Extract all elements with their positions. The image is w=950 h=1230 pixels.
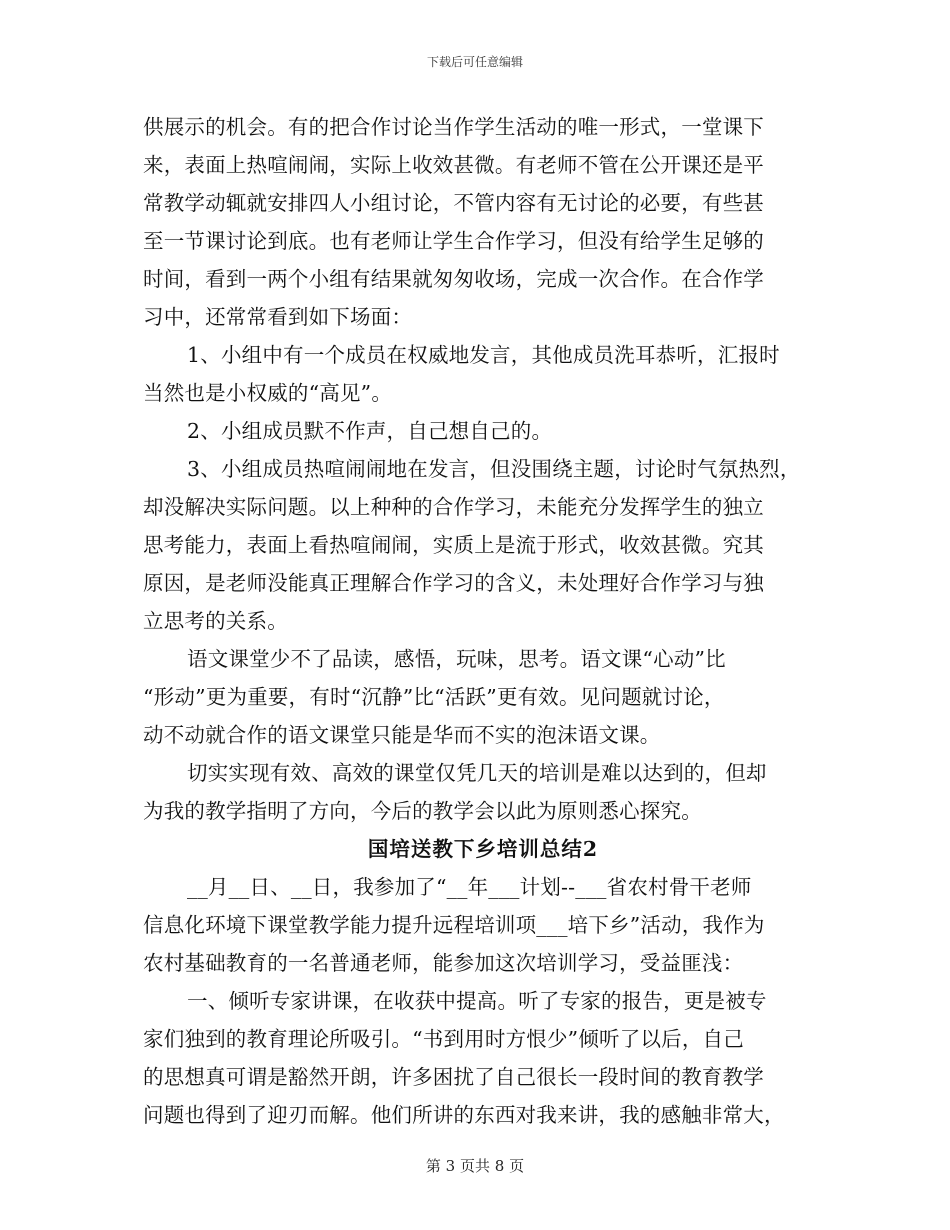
text-line: 的思想真可谓是豁然开朗，许多困扰了自己很长一段时间的教育教学 [143, 1065, 764, 1089]
text-line: 一、倾听专家讲课，在收获中提高。听了专家的报告，更是被专 [187, 989, 767, 1013]
text-line: 2、小组成员默不作声，自己想自己的。 [187, 419, 553, 443]
page-number: 第 3 页共 8 页 [425, 1157, 525, 1175]
text-line: 思考能力，表面上看热喧闹闹，实质上是流于形式，收效甚微。究其 [143, 533, 764, 557]
text-line: 1、小组中有一个成员在权威地发言，其他成员洗耳恭听，汇报时 [187, 343, 780, 367]
text-line: 时间，看到一两个小组有结果就匆匆收场，完成一次合作。在合作学 [143, 267, 764, 291]
text-line: 却没解决实际问题。以上种种的合作学习，未能充分发挥学生的独立 [143, 495, 764, 519]
text-line: 至一节课讨论到底。也有老师让学生合作学习，但没有给学生足够的 [143, 229, 764, 253]
text-line: 语文课堂少不了品读，感悟，玩味，思考。语文课“心动”比 [187, 647, 726, 671]
document-body [143, 108, 823, 1134]
text-line: 动不动就合作的语文课堂只能是华而不实的泡沫语文课。 [143, 723, 661, 747]
text-line: 供展示的机会。有的把合作讨论当作学生活动的唯一形式，一堂课下 [143, 115, 764, 139]
text-line: 习中，还常常看到如下场面： [143, 305, 413, 329]
text-line: 当然也是小权威的“高见”。 [143, 381, 393, 405]
section-heading: 国培送教下乡培训总结2 [367, 837, 599, 861]
text-line: 来，表面上热喧闹闹，实际上收效甚微。有老师不管在公开课还是平 [143, 153, 764, 177]
text-line: 切实实现有效、高效的课堂仅凭几天的培训是难以达到的，但却 [187, 761, 767, 785]
text-line: “形动”更为重要，有时“沉静”比“活跃”更有效。见问题就讨论， [143, 685, 725, 709]
text-line: 立思考的关系。 [143, 609, 288, 633]
text-line: 原因，是老师没能真正理解合作学习的含义，未处理好合作学习与独 [143, 571, 764, 595]
text-line: 3、小组成员热喧闹闹地在发言，但没围绕主题，讨论时气氛热烈， [187, 457, 801, 481]
text-line: 信息化环境下课堂教学能力提升远程培训项___培下乡”活动，我作为 [143, 913, 765, 937]
text-line: 家们独到的教育理论所吸引。“书到用时方恨少”倾听了以后，自己 [143, 1027, 744, 1051]
text-line: 问题也得到了迎刃而解。他们所讲的东西对我来讲，我的感触非常大， [143, 1103, 785, 1127]
text-line: 常教学动辄就安排四人小组讨论，不管内容有无讨论的必要，有些甚 [143, 191, 764, 215]
page-header: 下载后可任意编辑 [426, 55, 523, 69]
text-line: 农村基础教育的一名普通老师，能参加这次培训学习，受益匪浅： [143, 951, 744, 975]
text-line: 为我的教学指明了方向，今后的教学会以此为原则悉心探究。 [143, 799, 702, 823]
text-line: __月__日、__日，我参加了“__年___计划--___省农村骨干老师 [187, 875, 752, 899]
